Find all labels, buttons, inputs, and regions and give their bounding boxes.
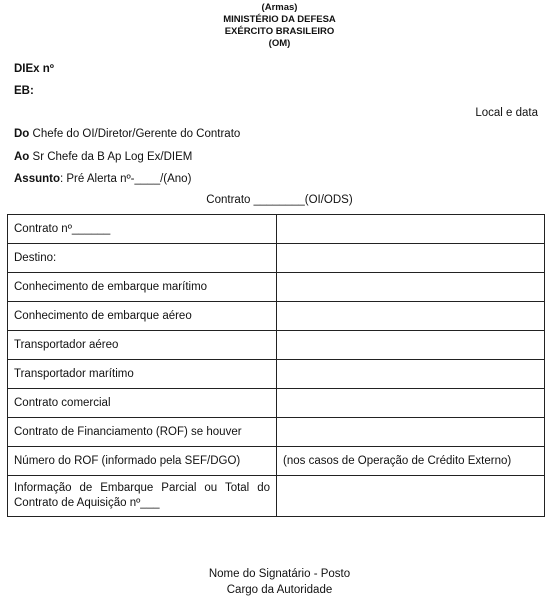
document-header	[0, 2, 559, 50]
table-row	[8, 447, 545, 476]
row-label: Número do ROF (informado pela SEF/DGO)	[8, 447, 277, 476]
to-line	[14, 150, 192, 164]
row-value	[277, 302, 545, 331]
table-row	[8, 244, 545, 273]
contract-info-table	[7, 214, 545, 517]
contract-reference: Contrato ________(OI/ODS)	[206, 194, 353, 206]
row-value	[277, 215, 545, 244]
row-label: Destino:	[8, 244, 277, 273]
row-value	[277, 360, 545, 389]
header-armas: (Armas)	[261, 2, 298, 13]
row-value	[277, 273, 545, 302]
table-row	[8, 476, 545, 517]
row-value	[277, 476, 545, 517]
row-label: Transportador aéreo	[8, 331, 277, 360]
local-date: Local e data	[475, 107, 538, 119]
row-label: Contrato comercial	[8, 389, 277, 418]
table-row	[8, 273, 545, 302]
header-ministerio: MINISTÉRIO DA DEFESA	[223, 14, 336, 25]
table-row	[8, 215, 545, 244]
row-label: Transportador marítimo	[8, 360, 277, 389]
row-label: Contrato nº______	[8, 215, 277, 244]
eb-number: EB:	[14, 85, 34, 97]
row-value	[277, 244, 545, 273]
subject-line	[14, 172, 191, 186]
table-row	[8, 360, 545, 389]
row-label: Conhecimento de embarque marítimo	[8, 273, 277, 302]
from-text: Chefe do OI/Diretor/Gerente do Contrato	[29, 128, 241, 140]
diex-number: DIEx nº	[14, 63, 54, 75]
table-row	[8, 302, 545, 331]
row-value: (nos casos de Operação de Crédito Externo)	[277, 447, 545, 476]
row-label: Conhecimento de embarque aéreo	[8, 302, 277, 331]
to-label: Ao	[14, 151, 30, 163]
table-row	[8, 389, 545, 418]
table-row	[8, 418, 545, 447]
subject-text: : Pré Alerta nº-____/(Ano)	[60, 173, 192, 185]
row-label: Informação de Embarque Parcial ou Total do Contrato de Aquisição nº___	[8, 476, 277, 517]
row-label: Contrato de Financiamento (ROF) se houver	[8, 418, 277, 447]
row-value	[277, 418, 545, 447]
signatory-name: Nome do Signatário - Posto	[208, 568, 351, 580]
row-value	[277, 389, 545, 418]
from-line	[14, 127, 240, 141]
header-exercito: EXÉRCITO BRASILEIRO	[224, 26, 335, 37]
row-value	[277, 331, 545, 360]
header-om: (OM)	[268, 38, 291, 49]
signatory-role: Cargo da Autoridade	[226, 584, 333, 596]
to-text: Sr Chefe da B Ap Log Ex/DIEM	[29, 151, 193, 163]
subject-label: Assunto	[14, 173, 60, 185]
table-row	[8, 331, 545, 360]
from-label: Do	[14, 128, 30, 140]
